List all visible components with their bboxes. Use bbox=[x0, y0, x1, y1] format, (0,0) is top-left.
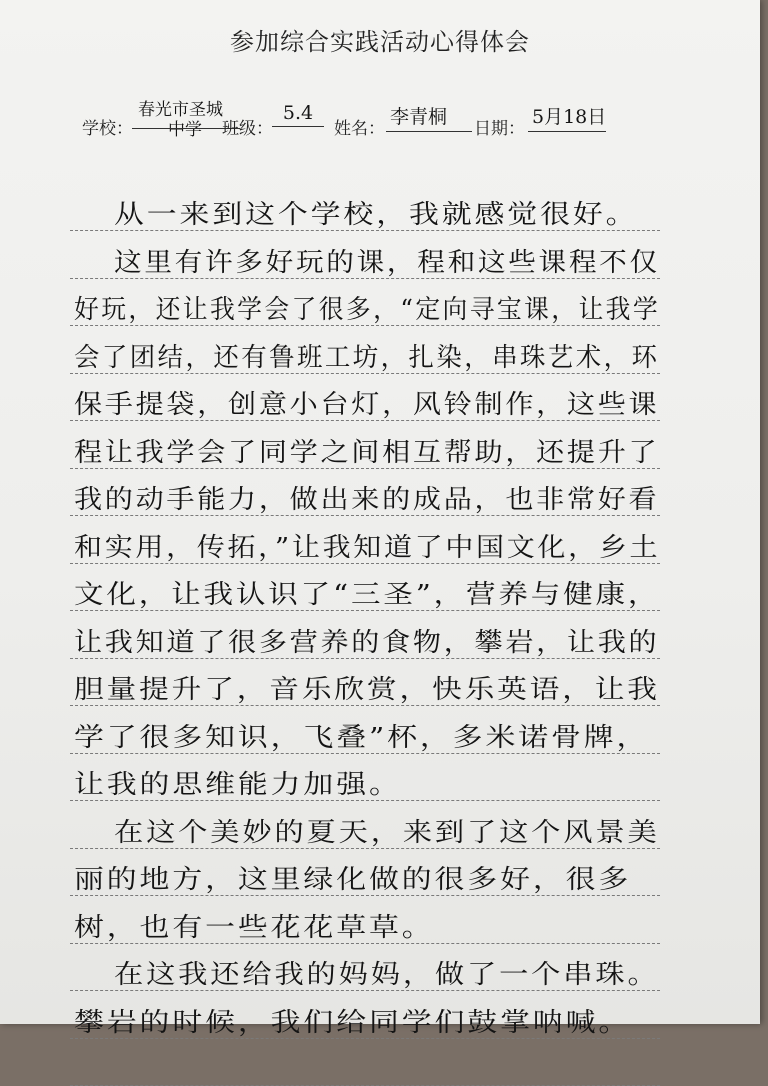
essay-line: 丽的地方，这里绿化做的很多好，很多 bbox=[74, 865, 632, 895]
essay-line: 学了很多知识，飞叠”杯，多米诺骨牌， bbox=[74, 722, 650, 753]
page-title: 参加综合实践活动心得体会 bbox=[230, 28, 530, 56]
essay-line: 让我的思维能力加强。 bbox=[74, 770, 402, 800]
essay-line: 好玩，还让我学会了很多，“定向寻宝课，让我学 bbox=[74, 295, 661, 325]
essay-line: 胆量提升了，音乐欣赏，快乐英语，让我 bbox=[74, 675, 660, 705]
essay-line: 树，也有一些花花草草。 bbox=[74, 912, 435, 943]
essay-line: 文化，让我认识了“三圣”，营养与健康， bbox=[74, 580, 661, 610]
essay-line: 从一来到这个学校，我就感觉很好。 bbox=[114, 200, 639, 230]
name-value: 李青桐 bbox=[386, 102, 472, 132]
essay-line: 这里有许多好玩的课，程和这些课程不仅 bbox=[114, 247, 660, 278]
form-header bbox=[0, 98, 760, 158]
class-label: 班级： bbox=[222, 119, 273, 139]
school-value-line-2: 中学 bbox=[168, 120, 202, 140]
essay-line: 攀岩的时候，我们给同学们鼓掌呐喊。 bbox=[74, 1007, 632, 1038]
name-label: 姓名： bbox=[334, 119, 385, 139]
essay-line: 在这我还给我的妈妈，做了一个串珠。 bbox=[114, 960, 660, 990]
essay-line: 让我知道了很多营养的食物，攀岩，让我的 bbox=[74, 627, 660, 658]
essay-line: 在这个美妙的夏天，来到了这个风景美 bbox=[114, 817, 660, 848]
essay-line: 会了团结，还有鲁班工坊，扎染，串珠艺术，环 bbox=[74, 342, 660, 373]
school-value-line-1: 春光市圣城 bbox=[138, 100, 223, 120]
date-label: 日期： bbox=[474, 119, 525, 139]
essay-line: 我的动手能力，做出来的成品，也非常好看 bbox=[74, 485, 660, 515]
date-value: 5月18日 bbox=[528, 102, 606, 132]
essay-line: 和实用，传拓，”让我知道了中国文化，乡土 bbox=[74, 532, 661, 563]
school-value bbox=[134, 100, 227, 142]
school-label: 学校： bbox=[82, 119, 133, 139]
class-value: 5.4 bbox=[272, 102, 324, 127]
essay-line: 保手提袋，创意小台灯，风铃制作，这些课 bbox=[74, 390, 660, 420]
essay-line: 程让我学会了同学之间相互帮助，还提升了 bbox=[74, 437, 660, 468]
